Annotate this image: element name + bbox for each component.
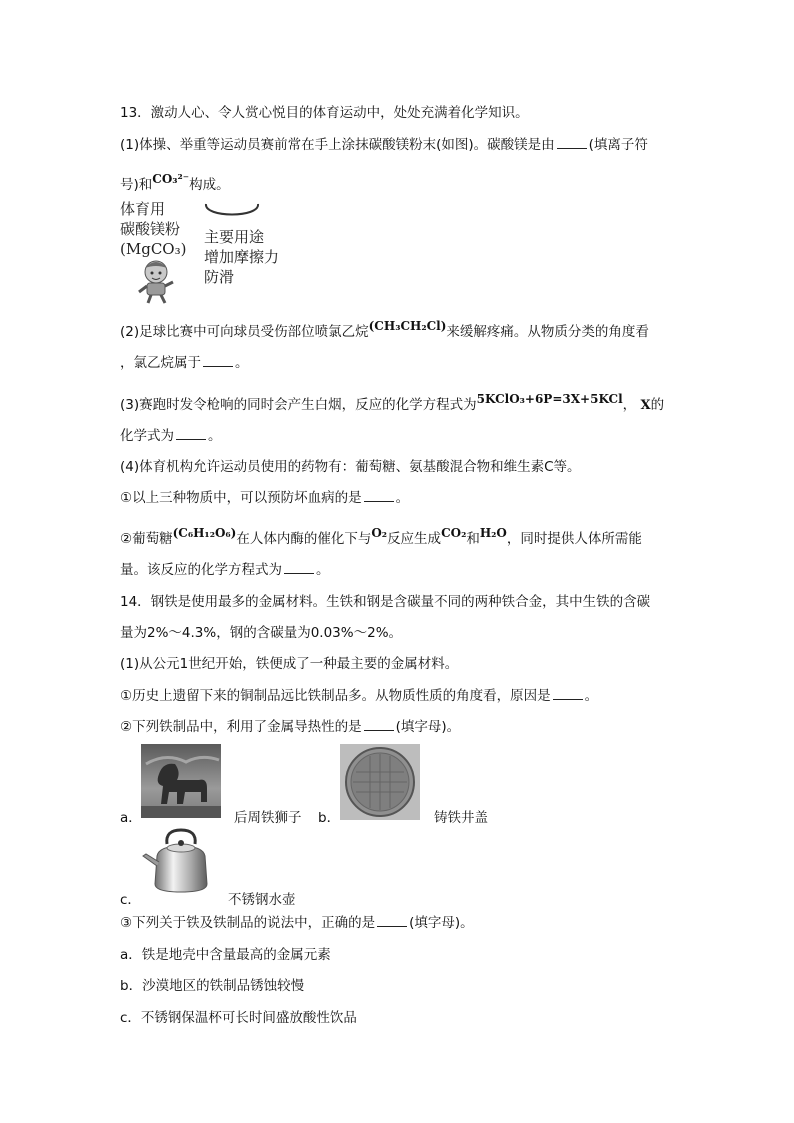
q14-part1-1: ①历史上遗留下来的铜制品远比铁制品多。从物质性质的角度看，原因是 。	[120, 688, 599, 704]
q14-title-line1: 14．钢铁是使用最多的金属材料。生铁和钢是含碳量不同的两种铁合金，其中生铁的含碳	[120, 594, 651, 610]
figure-use-2: 增加摩擦力	[204, 248, 280, 266]
figure-label-1: 体育用	[120, 200, 166, 218]
chloroethane-formula: (CH₃CH₂Cl)	[368, 319, 447, 333]
q13-part3-line2: 化学式为 。	[120, 428, 222, 444]
arc-shape	[200, 200, 266, 222]
answer-blank[interactable]	[377, 914, 407, 927]
q13-part2-line2: ，氯乙烷属于 。	[120, 355, 249, 371]
answer-blank[interactable]	[553, 687, 583, 700]
kettle-image	[141, 826, 213, 896]
q13-part1-line2: 号)和CO₃²⁻构成。	[120, 172, 230, 193]
choice-c: c．不锈钢保温杯可长时间盛放酸性饮品	[120, 1010, 357, 1026]
figure-label-2: 碳酸镁粉	[120, 220, 181, 238]
q13-part4-1: ①以上三种物质中，可以预防坏血病的是 。	[120, 490, 410, 506]
iron-lion-image	[141, 744, 221, 818]
q14-title-line2: 量为2%～4.3%，钢的含碳量为0.03%～2%。	[120, 625, 403, 641]
q14-part1-3: ③下列关于铁及铁制品的说法中，正确的是 (填字母)。	[120, 915, 474, 931]
choice-a: a．铁是地壳中含量最高的金属元素	[120, 947, 331, 963]
answer-blank[interactable]	[557, 136, 587, 149]
q13-part3-line1: (3)赛跑时发令枪响的同时会产生白烟，反应的化学方程式为5KClO₃+6P=3X+5KCl， X的	[120, 392, 665, 413]
option-c-letter: c．	[120, 892, 141, 908]
athlete-cartoon-image	[134, 258, 178, 304]
q14-part1-2: ②下列铁制品中，利用了金属导热性的是 (填字母)。	[120, 719, 461, 735]
reaction-equation: 5KClO₃+6P=3X+5KCl	[476, 392, 623, 406]
q13-part4-2-line1: ②葡萄糖(C₆H₁₂O₆)在人体内酶的催化下与O₂反应生成CO₂和H₂O，同时提供人体所需能	[120, 526, 642, 547]
answer-blank[interactable]	[284, 561, 314, 574]
answer-blank[interactable]	[203, 354, 233, 367]
q13-part4: (4)体育机构允许运动员使用的药物有：葡萄糖、氨基酸混合物和维生素C等。	[120, 459, 581, 475]
choice-b: b．沙漠地区的铁制品锈蚀较慢	[120, 978, 305, 994]
option-b-letter: b．	[318, 810, 341, 826]
q13-part1-line1: (1)体操、举重等运动员赛前常在手上涂抹碳酸镁粉末(如图)。碳酸镁是由 (填离子符	[120, 137, 648, 153]
answer-blank[interactable]	[176, 427, 206, 440]
option-c-caption: 不锈钢水壶	[228, 892, 296, 908]
figure-use-3: 防滑	[204, 268, 235, 286]
option-b-caption: 铸铁井盖	[434, 810, 488, 826]
figure-label-3: (MgCO₃)	[120, 240, 187, 258]
glucose-formula: (C₆H₁₂O₆)	[172, 526, 237, 540]
manhole-cover-image	[340, 744, 420, 820]
option-a-caption: 后周铁狮子	[234, 810, 302, 826]
option-a-letter: a．	[120, 810, 142, 826]
answer-blank[interactable]	[364, 718, 394, 731]
answer-blank[interactable]	[364, 489, 394, 502]
water-formula: H₂O	[479, 526, 507, 540]
oxygen-formula: O₂	[371, 526, 388, 540]
q13-title: 13．激动人心、令人赏心悦目的体育运动中，处处充满着化学知识。	[120, 105, 529, 121]
figure-use-1: 主要用途	[204, 228, 265, 246]
q13-part2-line1: (2)足球比赛中可向球员受伤部位喷氯乙烷(CH₃CH₂Cl)来缓解疼痛。从物质分类的角度看	[120, 319, 649, 340]
carbonate-formula: CO₃²⁻	[152, 172, 190, 186]
q14-part1: (1)从公元1世纪开始，铁便成了一种最主要的金属材料。	[120, 656, 459, 672]
co2-formula: CO₂	[441, 526, 467, 540]
q13-part4-2-line2: 量。该反应的化学方程式为 。	[120, 562, 330, 578]
